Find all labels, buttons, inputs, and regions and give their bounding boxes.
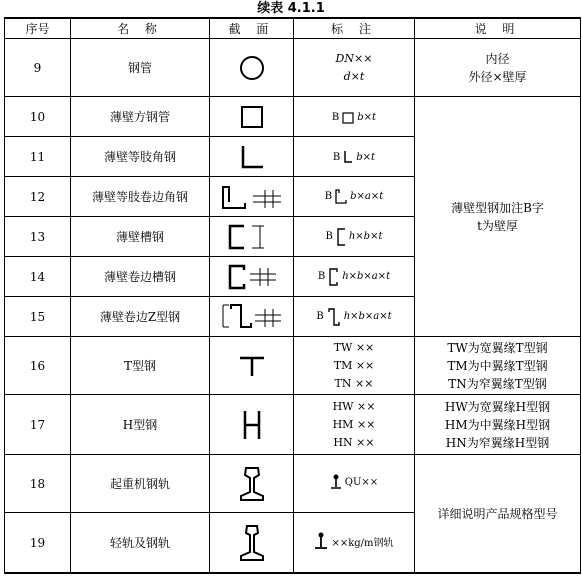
desc-line: 内径 <box>485 51 510 66</box>
desc-line: TW为宽翼缘T型钢 <box>447 340 548 355</box>
desc-line: 薄壁型钢加注B字 <box>451 200 544 215</box>
table-row <box>5 97 581 137</box>
mark-prefix: B <box>325 231 333 242</box>
header-row <box>5 18 581 39</box>
row-name: T型钢 <box>71 337 210 395</box>
row-mark <box>294 337 415 395</box>
row-no: 16 <box>5 337 71 395</box>
row-mark <box>294 217 415 257</box>
mark-prefix: B <box>331 112 340 124</box>
mark-text: b×a×t <box>350 191 384 203</box>
desc-line: t为壁厚 <box>477 218 518 233</box>
row-no: 19 <box>5 513 71 574</box>
angle-mark-icon <box>343 150 353 164</box>
row-no: 11 <box>5 137 71 177</box>
header-desc: 说 明 <box>415 18 581 39</box>
row-no: 10 <box>5 97 71 137</box>
row-name: 薄壁等肢角钢 <box>71 137 210 177</box>
header-no: 序号 <box>5 18 71 39</box>
mark-line: HW ×× <box>332 399 376 413</box>
row-no: 18 <box>5 455 71 513</box>
circle-section-icon <box>210 39 294 97</box>
mark-text: h×b×t <box>348 231 383 242</box>
square-section-icon <box>210 97 294 137</box>
mark-prefix: B <box>317 271 326 282</box>
row-desc <box>415 395 581 455</box>
row-desc <box>415 39 581 97</box>
header-name: 名 称 <box>71 18 210 39</box>
row-mark <box>294 395 415 455</box>
desc-line: TM为中翼缘T型钢 <box>447 358 548 373</box>
desc-line: 外径×壁厚 <box>468 69 527 84</box>
lipped-z-section-icon <box>210 297 294 337</box>
row-no: 17 <box>5 395 71 455</box>
mark-line: DN×× <box>335 51 373 65</box>
row-name: 薄壁方钢管 <box>71 97 210 137</box>
mark-text: h×b×a×t <box>342 271 391 282</box>
desc-line: HM为中翼缘H型钢 <box>444 417 551 432</box>
lipped-angle-mark-icon <box>335 189 347 205</box>
lipped-channel-section-icon <box>210 257 294 297</box>
table-title: 续表 4.1.1 <box>257 1 325 16</box>
row-name: 起重机钢轨 <box>71 455 210 513</box>
mark-line: TN ×× <box>334 376 374 390</box>
light-rail-section-icon <box>210 513 294 574</box>
mark-line: HM ×× <box>332 417 376 431</box>
mark-prefix: B <box>332 151 341 163</box>
section-steel-table <box>4 17 581 574</box>
square-mark-icon <box>342 112 354 124</box>
desc-line: TN为窄翼缘T型钢 <box>448 376 547 391</box>
row-mark <box>294 97 415 137</box>
lipped-z-mark-icon <box>327 308 341 326</box>
row-name: H型钢 <box>71 395 210 455</box>
row-mark <box>294 513 415 574</box>
row-desc <box>415 337 581 395</box>
mark-text: b×t <box>357 112 377 124</box>
mark-text: QU×× <box>344 476 379 488</box>
row-mark <box>294 455 415 513</box>
crane-rail-mark-icon <box>330 474 342 490</box>
lipped-angle-section-icon <box>210 177 294 217</box>
table-row <box>5 455 581 513</box>
table-row <box>5 337 581 395</box>
row-no: 12 <box>5 177 71 217</box>
row-no: 15 <box>5 297 71 337</box>
light-rail-mark-icon <box>314 532 328 550</box>
row-mark <box>294 39 415 97</box>
mark-text: b×t <box>356 151 376 163</box>
channel-mark-icon <box>336 228 346 246</box>
row-name: 薄壁槽钢 <box>71 217 210 257</box>
h-section-icon <box>210 395 294 455</box>
header-mark: 标 注 <box>294 18 415 39</box>
row-no: 9 <box>5 39 71 97</box>
crane-rail-section-icon <box>210 455 294 513</box>
row-mark <box>294 297 415 337</box>
row-desc-group <box>415 97 581 337</box>
row-name: 钢管 <box>71 39 210 97</box>
table-row <box>5 39 581 97</box>
mark-prefix: B <box>324 191 333 203</box>
row-name: 薄壁卷边Z型钢 <box>71 297 210 337</box>
row-mark <box>294 257 415 297</box>
mark-prefix: B <box>316 311 324 322</box>
mark-line: d×t <box>343 69 365 83</box>
t-section-icon <box>210 337 294 395</box>
desc-line: HW为宽翼缘H型钢 <box>444 399 551 414</box>
channel-section-icon <box>210 217 294 257</box>
mark-text: h×b×a×t <box>343 311 392 322</box>
row-mark <box>294 177 415 217</box>
desc-line: HN为窄翼缘H型钢 <box>445 435 550 450</box>
header-section: 截 面 <box>210 18 294 39</box>
desc-line: 详细说明产品规格型号 <box>437 506 558 521</box>
mark-line: TM ×× <box>333 358 375 372</box>
row-mark <box>294 137 415 177</box>
mark-text: ××kg/m钢轨 <box>331 537 394 549</box>
row-desc-group <box>415 455 581 574</box>
table-row <box>5 395 581 455</box>
row-name: 薄壁等肢卷边角钢 <box>71 177 210 217</box>
row-name: 薄壁卷边槽钢 <box>71 257 210 297</box>
mark-line: TW ×× <box>333 340 375 354</box>
row-no: 14 <box>5 257 71 297</box>
angle-section-icon <box>210 137 294 177</box>
lipped-channel-mark-icon <box>328 268 339 286</box>
row-no: 13 <box>5 217 71 257</box>
mark-line: HN ×× <box>333 435 375 449</box>
row-name: 轻轨及钢轨 <box>71 513 210 574</box>
